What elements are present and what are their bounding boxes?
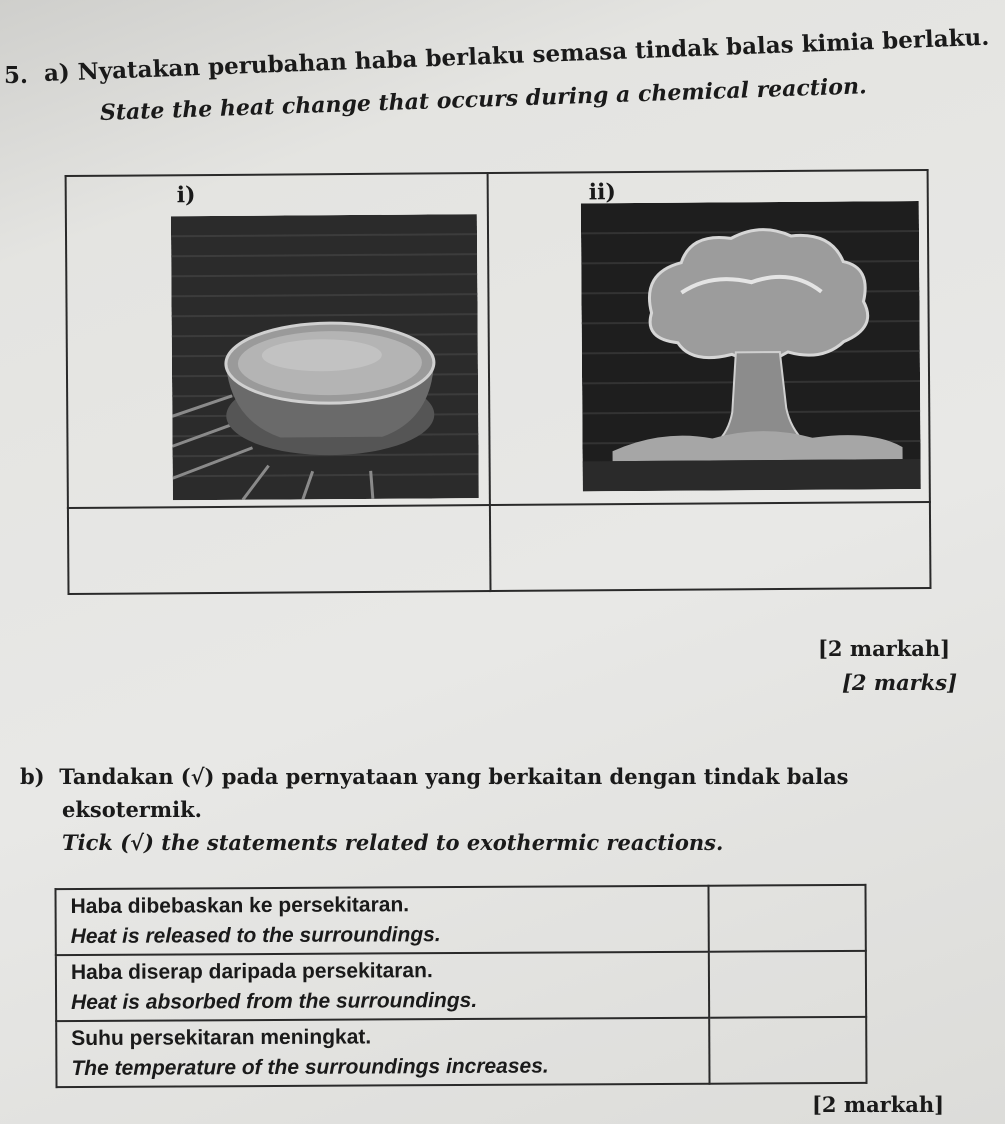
part-a-marks-english: [2 marks] [842, 670, 958, 695]
table-border-left [65, 175, 70, 595]
answer-cell-i[interactable] [77, 514, 477, 587]
table-border-right [927, 169, 932, 589]
part-b-marks-malay: [2 markah] [812, 1092, 945, 1117]
table-row [55, 885, 865, 955]
statement-malay: Haba dibebaskan ke persekitaran. [70, 893, 410, 919]
statement-malay: Suhu persekitaran meningkat. [71, 1025, 372, 1051]
part-a-question-english: State the heat change that occurs during a chemical reaction. [99, 73, 868, 126]
statement-english: The temperature of the surroundings increases. [71, 1054, 549, 1081]
question-number: 5. [4, 62, 29, 89]
statement-malay: Haba diserap daripada persekitaran. [70, 959, 433, 985]
panel-label-i: i) [176, 182, 196, 209]
statement-cell [55, 886, 708, 955]
statement-english: Heat is absorbed from the surroundings. [71, 988, 478, 1015]
table-border-top [65, 169, 929, 177]
part-a-question-malay: a) Nyatakan perubahan haba berlaku semasa tindak balas kimia berlaku. [43, 23, 990, 87]
part-b-question-malay-line1: Tandakan (√) pada pernyataan yang berkaitan dengan tindak balas [59, 764, 849, 789]
part-a-marks-malay: [2 markah] [818, 636, 951, 661]
tick-box[interactable] [708, 951, 866, 1018]
tick-box[interactable] [708, 885, 866, 952]
part-b-label: b) [20, 764, 45, 789]
statement-cell [56, 1018, 709, 1087]
panel-label-ii: ii) [588, 179, 616, 206]
answer-cell-ii[interactable] [499, 511, 919, 584]
table-row [56, 1017, 866, 1087]
part-a-table [64, 147, 931, 603]
part-b-question-english: Tick (√) the statements related to exothermic reactions. [62, 830, 724, 855]
part-b-question-malay-line2: eksotermik. [62, 797, 202, 822]
part-b-question [20, 760, 849, 859]
table-border-bottom [68, 587, 932, 595]
statements-table [54, 884, 867, 1088]
statement-english: Heat is released to the surroundings. [70, 923, 441, 949]
statement-cell [56, 952, 709, 1021]
frying-pan-photo [171, 214, 479, 500]
table-divider [67, 501, 931, 509]
tick-box[interactable] [709, 1017, 867, 1084]
table-column-divider [487, 172, 492, 592]
mushroom-cloud-photo [581, 201, 921, 491]
table-row [56, 951, 866, 1021]
